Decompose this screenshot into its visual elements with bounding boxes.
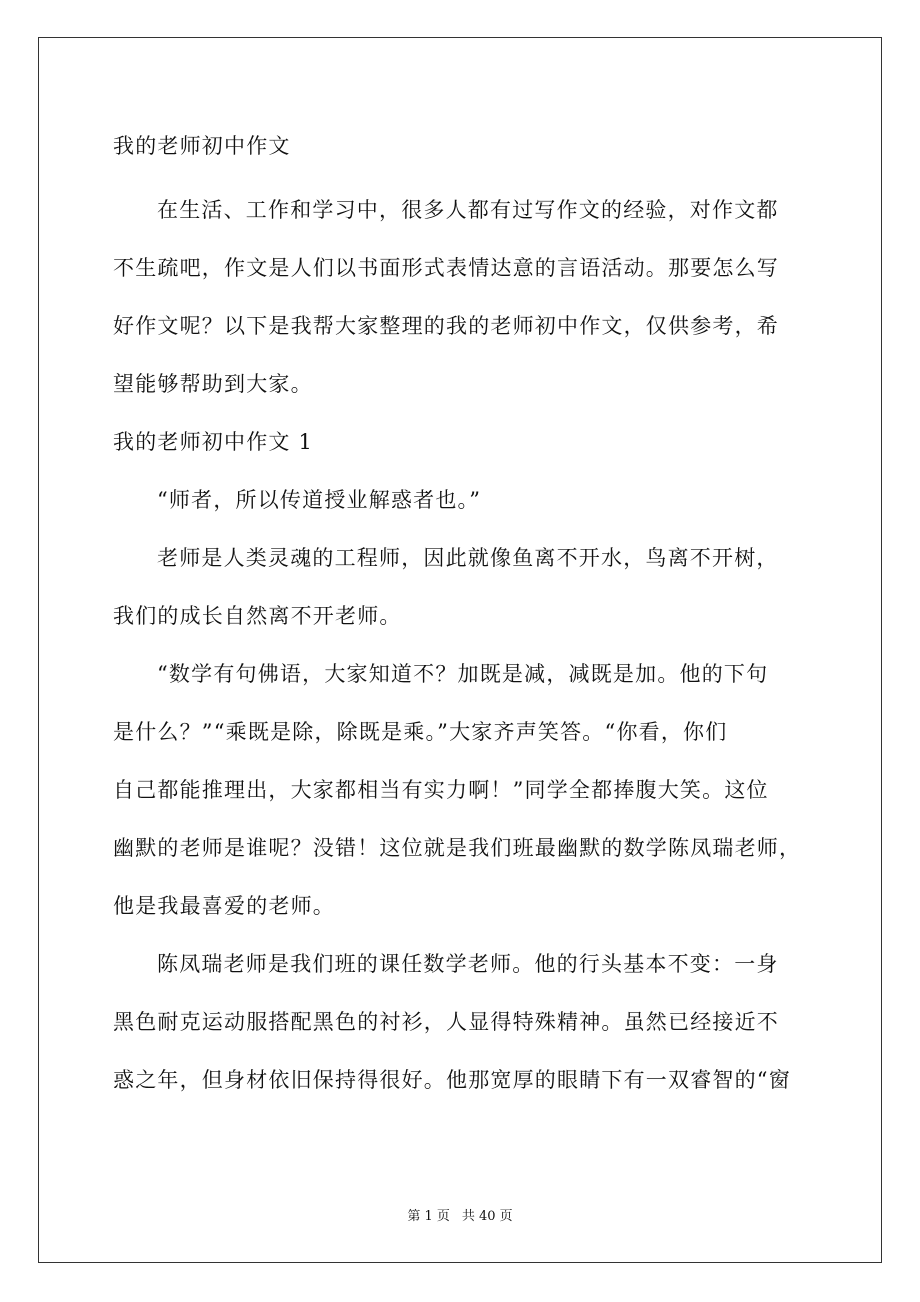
quote-line: “师者，所以传道授业解惑者也。” (157, 488, 482, 512)
para2-line-5: 他是我最喜爱的老师。 (113, 894, 335, 918)
para1-line-2: 我们的成长自然离不开老师。 (113, 604, 402, 628)
para2-line-1: “数学有句佛语，大家知道不？加既是减，减既是加。他的下句 (157, 662, 769, 686)
page-footer (0, 1205, 920, 1224)
intro-line-4: 望能够帮助到大家。 (113, 372, 313, 396)
para1-line-1: 老师是人类灵魂的工程师，因此就像鱼离不开水，鸟离不开树， (157, 546, 779, 570)
document-body (113, 122, 813, 1104)
para2-line-3: 自己都能推理出，大家都相当有实力啊！”同学全都捧腹大笑。这位 (113, 778, 769, 802)
intro-line-2: 不生疏吧，作文是人们以书面形式表情达意的言语活动。那要怎么写 (113, 256, 779, 280)
para3-line-3: 惑之年，但身材依旧保持得很好。他那宽厚的眼睛下有一双睿智的“窗 (113, 1068, 791, 1092)
page-number: 第 1 页 (407, 1209, 450, 1224)
para2-line-2: 是什么？”“乘既是除，除既是乘。”大家齐声笑答。“你看，你们 (113, 720, 728, 744)
intro-line-1: 在生活、工作和学习中，很多人都有过写作文的经验，对作文都 (157, 198, 779, 222)
document-title: 我的老师初中作文 (113, 134, 291, 158)
para3-line-2: 黑色耐克运动服搭配黑色的衬衫，人显得特殊精神。虽然已经接近不 (113, 1010, 779, 1034)
intro-line-3: 好作文呢？以下是我帮大家整理的我的老师初中作文，仅供参考，希 (113, 314, 779, 338)
para2-line-4: 幽默的老师是谁呢？没错！这位就是我们班最幽默的数学陈凤瑞老师， (113, 836, 802, 860)
page-total: 共 40 页 (461, 1209, 513, 1224)
para3-line-1: 陈凤瑞老师是我们班的课任数学老师。他的行头基本不变：一身 (157, 952, 779, 976)
section-title: 我的老师初中作文 1 (113, 430, 314, 454)
